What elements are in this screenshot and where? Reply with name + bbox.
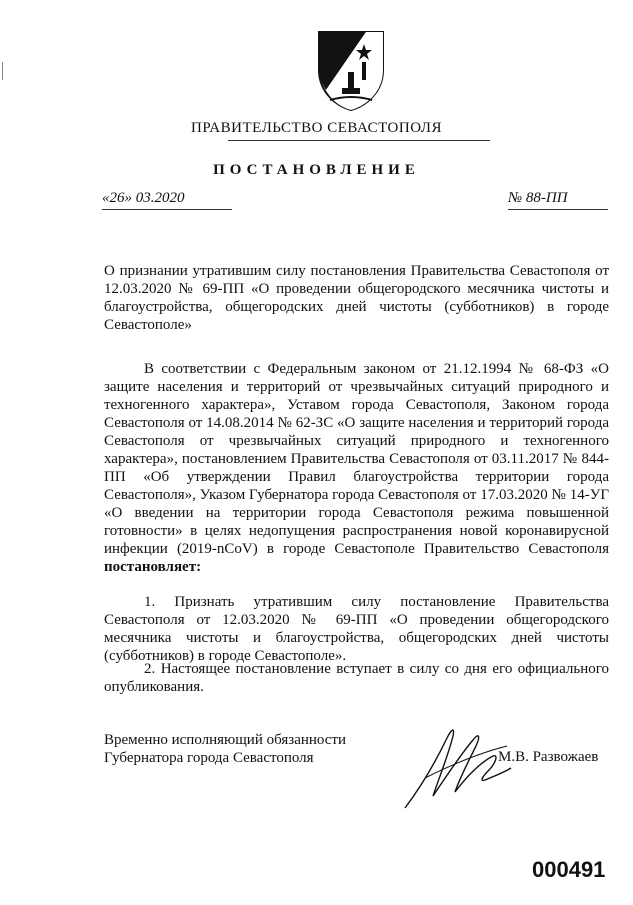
handwritten-signature: [395, 718, 515, 814]
signer-position-line2: Губернатора города Севастополя: [104, 750, 314, 766]
date-underline: [102, 209, 232, 210]
document-date: «26» 03.2020: [102, 190, 185, 206]
sevastopol-coat-of-arms-icon: [316, 30, 386, 112]
government-name: ПРАВИТЕЛЬСТВО СЕВАСТОПОЛЯ: [191, 120, 442, 136]
scan-edge-mark: [2, 62, 3, 80]
preamble-paragraph: [104, 360, 609, 576]
signer-position: [104, 731, 346, 767]
signer-position-line1: Временно исполняющий обязанности: [104, 732, 347, 748]
document-number: № 88-ПП: [508, 190, 568, 206]
number-underline: [508, 209, 608, 210]
document-type: ПОСТАНОВЛЕНИЕ: [213, 162, 420, 178]
decree-item-2: 2. Настоящее постановление вступает в силу со дня его официального опубликования.: [104, 661, 609, 695]
decree-word: постановляет:: [104, 559, 202, 575]
header-rule: [228, 140, 490, 141]
preamble-text: В соответствии с Федеральным законом от 21.12.1994 № 68-ФЗ «О защите населения и территорий от чрезвычайных ситуаций природного и техногенного характера», Уставом города Севастополя, Законом города Севастополя от 14.08.2014 № 62-ЗС «О защите населения и территорий города Севастополя от чрезвычайных ситуаций природного и техногенного характера», постановлением Правительства Севастополя от 03.11.2017 № 844-ПП «Об утверждении Правил благоустройства территории города Севастополя», Указом Губернатора города Севастополя от 17.03.2020 № 14-УГ «О введении на территории города Севастополя режима повышенной готовности» в целях недопущения распространения новой коронавирусной инфекции (2019-nCoV) в городе Севастополе Правительство Севастополя: [104, 361, 609, 557]
serial-number: 000491: [532, 857, 606, 882]
signer-name: М.В. Развожаев: [498, 749, 599, 765]
decree-item-1: 1. Признать утратившим силу постановление Правительства Севастополя от 12.03.2020 № 69-ПП «О проведении общегородского месячника чистоты и благоустройства, общегородских дней чистоты (субботников) в городе Севастополе».: [104, 594, 609, 664]
document-title: О признании утратившим силу постановления Правительства Севастополя от 12.03.2020 № 69-ПП «О проведении общегородского месячника чистоты и благоустройства, общегородских дней чистоты (субботников) в городе Севастополе»: [104, 263, 609, 333]
